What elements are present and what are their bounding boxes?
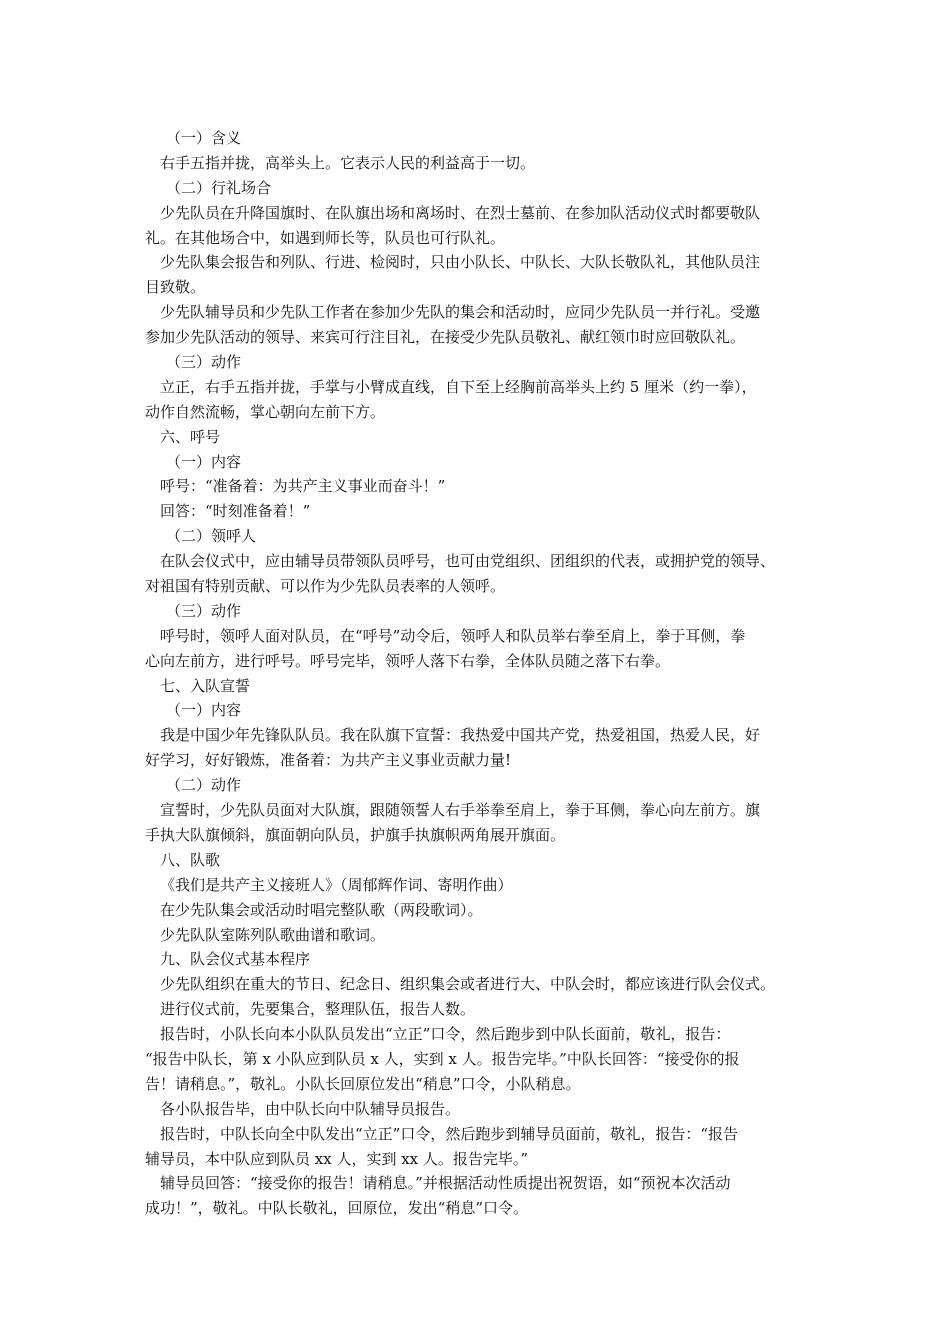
- section-heading: 六、呼号: [160, 427, 221, 446]
- paragraph-line: 回答：“时刻准备着！”: [160, 502, 311, 521]
- paragraph-line: 我是中国少年先锋队队员。我在队旗下宣誓：我热爱中国共产党，热爱祖国，热爱人民，好: [160, 726, 761, 745]
- paragraph-line: 在少先队集会或活动时唱完整队歌（两段歌词）。: [160, 900, 483, 919]
- paragraph-line: 立正，右手五指并拢，手掌与小臂成直线，自下至上经胸前高举头上约 5 厘米（约一拳），: [160, 377, 757, 396]
- paragraph-line: 礼。在其他场合中，如遇到师长等，队员也可行队礼。: [145, 228, 506, 247]
- paragraph-line: 呼号时，领呼人面对队员，在“呼号”动令后，领呼人和队员举右拳至肩上，拳于耳侧，拳: [160, 626, 746, 645]
- subheading: （二）行礼场合: [166, 178, 272, 197]
- paragraph-line: 在队会仪式中，应由辅导员带领队员呼号，也可由党组织、团组织的代表，或拥护党的领导、: [160, 552, 776, 571]
- paragraph-line: 好学习，好好锻炼，准备着：为共产主义事业贡献力量!: [145, 751, 512, 770]
- paragraph-line: 宣誓时，少先队员面对大队旗，跟随领誓人右手举拳至肩上，拳于耳侧，拳心向左前方。旗: [160, 801, 761, 820]
- paragraph-line: 报告时，中队长向全中队发出“立正”口令，然后跑步到辅导员面前，敬礼，报告：“报告: [160, 1124, 739, 1143]
- section-heading: 九、队会仪式基本程序: [160, 950, 311, 969]
- paragraph-line: 各小队报告毕，由中队长向中队辅导员报告。: [160, 1099, 461, 1118]
- paragraph-line: 少先队队室陈列队歌曲谱和歌词。: [160, 925, 386, 944]
- paragraph-line: 进行仪式前，先要集合，整理队伍，报告人数。: [160, 1000, 476, 1019]
- subheading: （一）内容: [166, 701, 242, 720]
- paragraph-line: 告！请稍息。”，敬礼。小队长回原位发出“稍息”口令，小队稍息。: [145, 1074, 581, 1093]
- paragraph-line: 呼号：“准备着：为共产主义事业而奋斗！”: [160, 477, 446, 496]
- paragraph-line: 右手五指并拢，高举头上。它表示人民的利益高于一切。: [160, 153, 536, 172]
- section-heading: 八、队歌: [160, 850, 221, 869]
- paragraph-line: 参加少先队活动的领导、来宾可行注目礼，在接受少先队员敬礼、献红领巾时应回敬队礼。: [145, 328, 746, 347]
- paragraph-line: 少先队组织在重大的节日、纪念日、组织集会或者进行大、中队会时，都应该进行队会仪式。: [160, 975, 776, 994]
- paragraph-line: 辅导员，本中队应到队员 xx 人，实到 xx 人。报告完毕。”: [145, 1149, 529, 1168]
- paragraph-line: 心向左前方，进行呼号。呼号完毕，领呼人落下右拳，全体队员随之落下右拳。: [145, 651, 671, 670]
- subheading: （一）内容: [166, 452, 242, 471]
- subheading: （一）含义: [166, 129, 242, 147]
- paragraph-line: 动作自然流畅，掌心朝向左前下方。: [145, 402, 386, 421]
- subheading: （二）动作: [166, 776, 242, 795]
- document-body: [145, 126, 815, 1221]
- paragraph-line: 少先队辅导员和少先队工作者在参加少先队的集会和活动时，应同少先队员一并行礼。受邀: [160, 303, 761, 322]
- subheading: （三）动作: [166, 353, 242, 372]
- subheading: （三）动作: [166, 601, 242, 620]
- paragraph-line: 少先队集会报告和列队、行进、检阅时，只由小队长、中队长、大队长敬队礼，其他队员注: [160, 253, 761, 272]
- paragraph-line: 手执大队旗倾斜，旗面朝向队员，护旗手执旗帜两角展开旗面。: [145, 825, 566, 844]
- paragraph-line: 对祖国有特别贡献、可以作为少先队员表率的人领呼。: [145, 577, 506, 596]
- subheading: （二）领呼人: [166, 527, 257, 546]
- paragraph-line: 报告时，小队长向本小队队员发出“立正”口令，然后跑步到中队长面前，敬礼，报告：: [160, 1025, 731, 1044]
- paragraph-line: 少先队员在升降国旗时、在队旗出场和离场时、在烈士墓前、在参加队活动仪式时都要敬队: [160, 203, 761, 222]
- paragraph-line: 辅导员回答：“接受你的报告！请稍息。”并根据活动性质提出祝贺语，如“预祝本次活动: [160, 1174, 731, 1193]
- paragraph-line: 成功！”，敬礼。中队长敬礼，回原位，发出“稍息”口令。: [145, 1199, 529, 1218]
- paragraph-line: “报告中队长，第 x 小队应到队员 x 人，实到 x 人。报告完毕。”中队长回答：“接受你的报: [145, 1049, 740, 1068]
- section-heading: 七、入队宣誓: [160, 676, 251, 695]
- paragraph-line: 目致敬。: [145, 278, 206, 297]
- paragraph-line: 《我们是共产主义接班人》（周郁辉作词、寄明作曲）: [160, 875, 513, 894]
